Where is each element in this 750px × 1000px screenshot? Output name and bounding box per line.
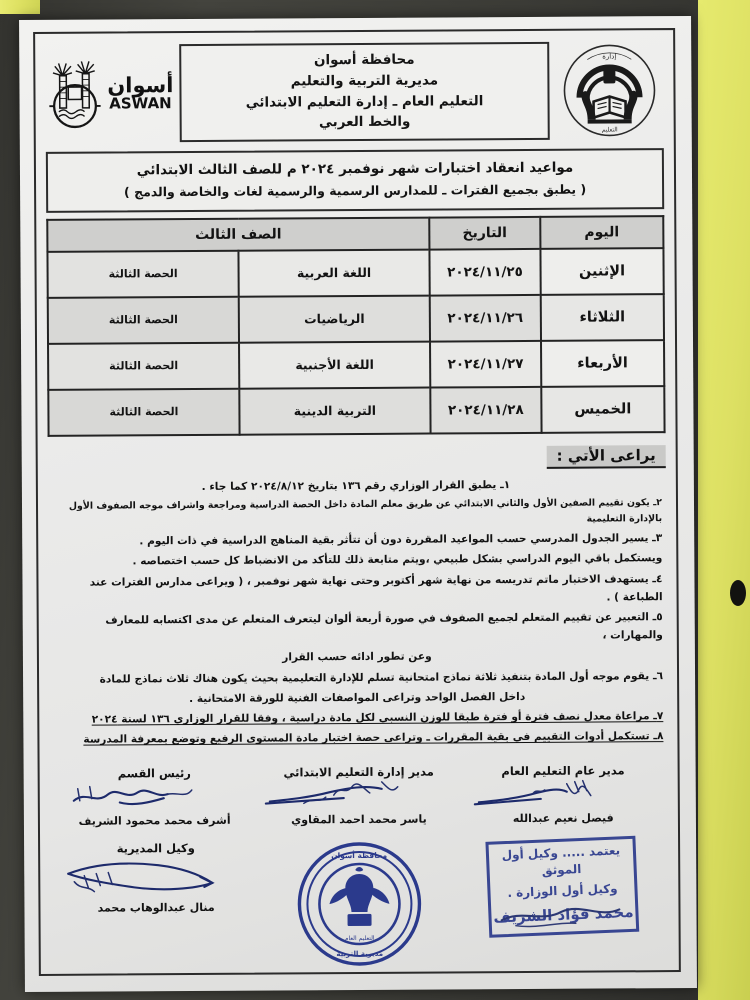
header-title-line-2: مديرية التربية والتعليم	[290, 72, 439, 90]
paper-sheet	[19, 16, 697, 992]
signature-block-primary-education-director	[258, 764, 460, 826]
dark-spot-artifact	[730, 580, 746, 606]
subtitle-line-1: مواعيد انعقاد اختبارات شهر نوفمبر ٢٠٢٤ م للصف الثالث الابتدائي	[136, 159, 574, 179]
aswan-wordmark	[107, 75, 173, 111]
yellow-highlight-strip-top-left	[0, 0, 40, 14]
note-item-8: ٨ـ تستكمل أدوات التقييم في بقية المقررات ـ وتراعى حصة اختبار مادة المستوى الرفيع وتوضع بمعرفة المدرسة	[83, 730, 664, 747]
yellow-highlight-strip-right	[698, 0, 750, 1000]
svg-text:محافظة أسوان: محافظة أسوان	[331, 850, 388, 860]
handwritten-signature-svg	[60, 779, 220, 814]
egypt-eagle-official-seal-svg	[295, 839, 424, 968]
stamp-signature-name: محمد فؤاد الشريف	[493, 902, 635, 927]
notes-section	[48, 445, 668, 751]
table-row	[48, 294, 664, 344]
note-item-4: ٤ـ يستهدف الاختبار ماتم تدريسه من نهاية شهر أكتوبر وحتى نهاية شهر نوفمبر ، ( ويراعى مدارس الفترات عند الطباعة ) .	[89, 572, 663, 604]
official-round-seal	[257, 839, 461, 968]
cell-date: ٢٠٢٤/١١/٢٨	[430, 386, 541, 433]
column-header-date: التاريخ	[429, 216, 540, 249]
header-title-line-1: محافظة أسوان	[313, 52, 415, 69]
cell-period: الحصة الثالثة	[48, 296, 239, 343]
handwritten-signature-svg	[264, 778, 434, 813]
cell-day: الخميس	[541, 386, 664, 433]
approval-stamp-box	[486, 835, 640, 937]
handwritten-signature-svg	[54, 854, 234, 897]
stamp-line-1: يعتمد ..... وكيل أول الموثق	[501, 842, 621, 878]
signature-block-general-education-director	[462, 763, 664, 825]
handwritten-signature	[258, 778, 460, 813]
note-item-1: ١ـ يطبق القرار الوزاري رقم ١٣٦ بتاريخ ٢٠٢٤/٨/١٢ كما جاء .	[201, 478, 511, 493]
handwritten-signature-svg	[470, 777, 630, 812]
cell-subject: اللغة الأجنبية	[239, 341, 430, 388]
document-header	[43, 36, 666, 148]
notes-heading: يراعى الأتي :	[547, 445, 666, 469]
note-item-7: ٧ـ مراعاة معدل نصف فترة أو فترة طبقا للوزن النسبي لكل مادة دراسية ، وفقا للقرار الوزاري ١٣٦ لسنة ٢٠٢٤	[91, 710, 664, 726]
signature-role: مدير إدارة التعليم الابتدائي	[283, 764, 434, 780]
table-row	[48, 340, 664, 390]
svg-text:التعليم: التعليم	[601, 126, 618, 134]
handwritten-signature	[462, 777, 664, 812]
header-title-line-3: التعليم العام ـ إدارة التعليم الابتدائي	[245, 92, 484, 111]
stamp-signature-scribble	[495, 896, 636, 932]
aswan-wordmark-english: ASWAN	[109, 94, 172, 113]
svg-text:إدارة: إدارة	[602, 52, 617, 61]
signature-name: فيصل نعيم عبدالله	[512, 811, 614, 825]
cell-day: الثلاثاء	[541, 294, 664, 341]
table-row	[47, 248, 663, 298]
note-item-3b: ويستكمل باقي اليوم الدراسي بشكل طبيعي ،ويتم متابعة ذلك للتأكد من الانضباط كل حسب اختصاصه .	[132, 552, 663, 568]
signature-name: أشرف محمد محمود الشريف	[78, 813, 231, 828]
cell-subject: اللغة العربية	[238, 249, 429, 296]
signature-role: مدير عام التعليم العام	[501, 762, 625, 778]
column-header-day: اليوم	[540, 216, 663, 249]
handwritten-signature	[54, 854, 258, 897]
egypt-eagle-official-seal	[295, 839, 424, 968]
signature-role: وكيل المديرية	[116, 840, 195, 856]
table-row	[48, 386, 664, 436]
signature-block-directorate-deputy	[54, 840, 258, 914]
table-header-row	[47, 216, 663, 252]
column-header-grade: الصف الثالث	[47, 217, 429, 251]
aswan-palm-monument-icon	[45, 53, 104, 135]
signature-name: ياسر محمد احمد المقاوي	[291, 812, 427, 826]
header-title-box	[179, 42, 550, 141]
note-item-2: ٢ـ يكون تقييم الصفين الأول والثاني الابتدائي عن طريق معلم المادة داخل الحصة الدراسية ومراجعة واشراف موجه الصفوف الأول بالإدارة التعليمية	[68, 496, 663, 525]
svg-text:مديرية التربية: مديرية التربية	[336, 949, 384, 958]
cell-date: ٢٠٢٤/١١/٢٦	[430, 294, 541, 341]
svg-text:التعليم العام: التعليم العام	[344, 934, 375, 942]
note-item-5: ٥ـ التعبير عن تقييم المتعلم لجميع الصفوف في صورة أربعة ألوان ليتعرف المتعلم عن مدى اكتسابه للمعارف والمهارات ،	[105, 611, 663, 642]
exam-schedule-table	[46, 215, 665, 437]
exam-schedule-subtitle-box	[46, 148, 664, 212]
cell-day: الأربعاء	[541, 340, 664, 387]
signature-row-secondary	[54, 838, 665, 972]
signature-role: رئيس القسم	[117, 765, 191, 781]
document-border-frame	[33, 28, 681, 976]
ministry-education-emblem-svg	[557, 41, 662, 140]
cell-day: الإثنين	[540, 248, 663, 295]
note-item-3: ٣ـ يسير الجدول المدرسي حسب المواعيد المقررة دون أن تتأثر بقية المناهج الدراسية في ذات اليوم .	[139, 532, 663, 548]
note-item-5b: وعن تطور ادائه حسب القرار	[282, 651, 432, 664]
aswan-governorate-logo	[45, 45, 174, 142]
signature-block-department-head	[54, 765, 256, 827]
stamp-line-2: وكيل أول الوزارة .	[507, 880, 619, 900]
aswan-wordmark-arabic: أسوان	[107, 73, 174, 98]
cell-period: الحصة الثالثة	[48, 388, 239, 435]
cell-date: ٢٠٢٤/١١/٢٧	[430, 340, 541, 387]
rectangular-approval-stamp	[461, 838, 665, 935]
cell-date: ٢٠٢٤/١١/٢٥	[429, 248, 540, 295]
cell-subject: التربية الدينية	[239, 387, 430, 434]
cell-period: الحصة الثالثة	[47, 250, 238, 297]
signature-row-primary	[54, 763, 664, 828]
header-title-line-4: والخط العربي	[318, 113, 411, 131]
handwritten-signature	[54, 779, 256, 814]
signature-name: منال عبدالوهاب محمد	[97, 900, 215, 915]
ministry-education-emblem	[555, 40, 664, 141]
subtitle-line-2: ( يطبق بجميع الفترات ـ للمدارس الرسمية والرسمية لغات والخاصة والدمج )	[123, 181, 587, 200]
cell-subject: الرياضيات	[239, 295, 430, 342]
note-item-6b: داخل الفصل الواحد وتراعى المواصفات الفنية للورقة الامتحانية .	[189, 690, 526, 705]
cell-period: الحصة الثالثة	[48, 342, 239, 389]
note-item-6: ٦ـ يقوم موجه أول المادة بتنفيذ ثلاثة نماذج امتحانية تسلم للإدارة التعليمية بحيث يكون هناك ثلاث نماذج للمادة	[99, 669, 664, 686]
